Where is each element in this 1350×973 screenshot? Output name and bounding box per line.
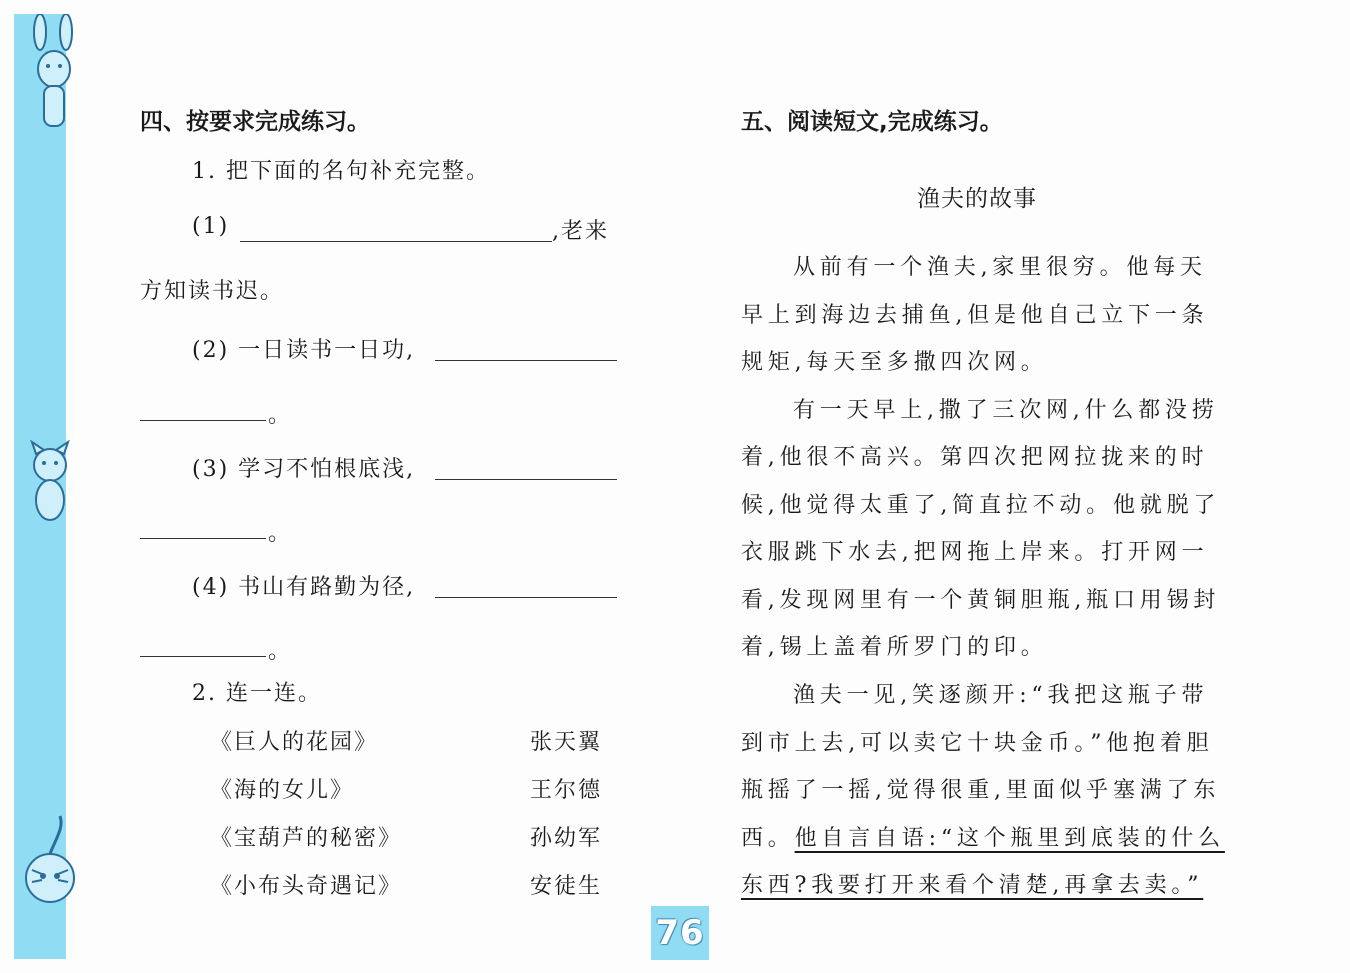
item-2-answer-blank-b[interactable] — [140, 420, 266, 421]
item-4-answer-blank-b[interactable] — [140, 656, 266, 657]
rabbit-cartoon-icon — [14, 14, 94, 144]
story-line: 着,他很不高兴。第四次把网拉拢来的时 — [741, 445, 1209, 470]
story-line-13 — [741, 821, 1225, 852]
story-line: 规矩,每天至多撒四次网。 — [741, 350, 1048, 375]
item-2-text: (2) 一日读书一日功, — [192, 338, 416, 363]
story-line: 瓶摇了一摇,觉得很重,里面似乎塞满了东 — [741, 778, 1221, 803]
section-four-heading: 四、按要求完成练习。 — [140, 109, 370, 135]
item-3-text: (3) 学习不怕根底浅, — [192, 457, 416, 482]
item-1-number: (1) — [192, 214, 230, 239]
story-line: 到市上去,可以卖它十块金币。”他抱着胆 — [741, 731, 1214, 756]
item-1-answer-blank[interactable] — [240, 241, 552, 242]
item-1-continuation: 方知读书迟。 — [140, 279, 285, 304]
author-name[interactable]: 张天翼 — [530, 730, 603, 755]
item-4-answer-blank-a[interactable] — [435, 597, 617, 598]
item-2-end-mark: 。 — [268, 403, 293, 428]
story-line: 早上到海边去捕鱼,但是他自己立下一条 — [741, 303, 1209, 328]
item-4-text: (4) 书山有路勤为径, — [192, 575, 416, 600]
underlined-quote-part-1: 他自言自语:“这个瓶里到底装的什么 — [794, 826, 1225, 851]
underlined-quote-part-2: 东西?我要打开来看个清楚,再拿去卖。” — [741, 873, 1204, 898]
cat-cartoon-icon — [18, 440, 82, 530]
item-1-tail: ,老来 — [552, 219, 609, 244]
question-2-label: 2. 连一连。 — [192, 681, 322, 706]
page-number: 76 — [651, 906, 709, 960]
item-3-answer-blank-a[interactable] — [435, 479, 617, 480]
item-4-end-mark: 。 — [268, 639, 293, 664]
story-line: 着,锡上盖着所罗门的印。 — [741, 635, 1048, 660]
story-line: 衣服跳下水去,把网拖上岸来。打开网一 — [741, 540, 1209, 565]
question-1-label: 1. 把下面的名句补充完整。 — [192, 159, 490, 184]
story-line: 渔夫一见,笑逐颜开:“我把这瓶子带 — [793, 683, 1209, 708]
story-line: 从前有一个渔夫,家里很穷。他每天 — [793, 255, 1207, 280]
story-line: 看,发现网里有一个黄铜胆瓶,瓶口用锡封 — [741, 588, 1221, 613]
story-line: 候,他觉得太重了,简直拉不动。他就脱了 — [741, 493, 1221, 518]
book-title[interactable]: 《宝葫芦的秘密》 — [210, 826, 403, 851]
story-line: 有一天早上,撒了三次网,什么都没捞 — [793, 398, 1219, 423]
author-name[interactable]: 安徒生 — [530, 874, 603, 899]
item-3-answer-blank-b[interactable] — [140, 538, 266, 539]
book-title[interactable]: 《巨人的花园》 — [210, 730, 379, 755]
tiger-cartoon-icon — [16, 808, 84, 928]
author-name[interactable]: 王尔德 — [530, 778, 603, 803]
item-2-answer-blank-a[interactable] — [435, 360, 617, 361]
author-name[interactable]: 孙幼军 — [530, 826, 603, 851]
book-title[interactable]: 《海的女儿》 — [210, 778, 355, 803]
section-five-heading: 五、阅读短文,完成练习。 — [741, 109, 1003, 135]
item-3-end-mark: 。 — [268, 521, 293, 546]
story-title: 渔夫的故事 — [917, 186, 1037, 212]
story-line-13-plain: 西。 — [741, 826, 795, 851]
book-title[interactable]: 《小布头奇遇记》 — [210, 874, 403, 899]
